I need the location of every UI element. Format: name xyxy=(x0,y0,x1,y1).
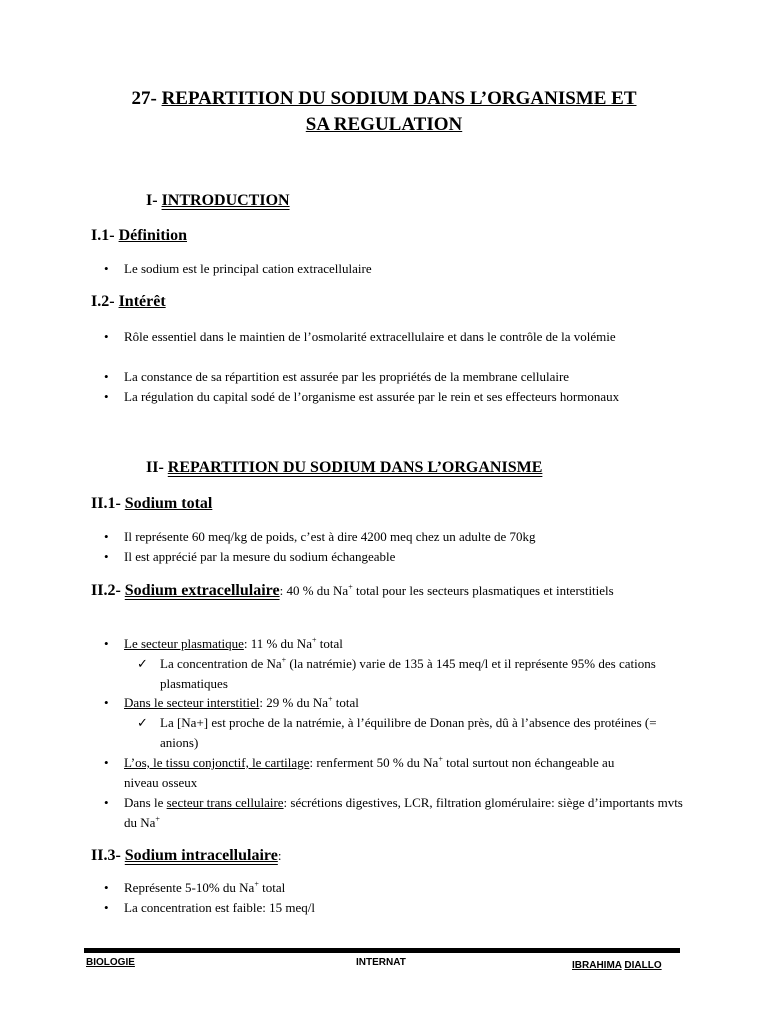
list-item: Il représente 60 meq/kg de poids, c’est à dire 4200 meq chez un adulte de 70kg xyxy=(124,529,536,544)
bullet-icon: • xyxy=(104,329,109,344)
document-title xyxy=(80,86,688,138)
superscript: + xyxy=(254,879,259,889)
list-item: Rôle essentiel dans le maintien de l’osmolarité extracellulaire et dans le contrôle de la volémie xyxy=(124,329,616,344)
subsection-2-3-number: II.3- xyxy=(91,847,125,864)
check-item xyxy=(160,654,660,694)
list-item xyxy=(124,693,684,713)
subsection-2-2-paragraph xyxy=(91,581,651,601)
subsection-2-2-heading xyxy=(91,582,280,599)
list-item-prefix: Dans le xyxy=(124,795,167,810)
subsection-2-2-title: Sodium extracellulaire xyxy=(124,582,280,599)
superscript: + xyxy=(155,814,160,824)
bullet-icon: • xyxy=(104,529,109,544)
check-icon: ✓ xyxy=(137,656,148,671)
list-item-label: L’os, le tissu conjonctif, le cartilage xyxy=(124,755,310,770)
subsection-1-1-heading xyxy=(91,226,187,246)
subsection-2-2-number: II.2- xyxy=(91,582,125,599)
subsection-2-1-heading xyxy=(91,494,212,514)
subsection-2-2-intro: : 40 % du Na xyxy=(279,583,349,598)
subsection-2-3-heading xyxy=(91,846,281,866)
check-item: La [Na+] est proche de la natrémie, à l’équilibre de Donan près, dû à l’absence des protéines (= anions) xyxy=(160,715,657,750)
footer-divider xyxy=(84,948,680,953)
footer-left-label: BIOLOGIE xyxy=(86,957,135,968)
superscript: + xyxy=(311,635,317,645)
section-2-title: REPARTITION DU SODIUM DANS L’ORGANISME xyxy=(167,459,543,476)
list-item-text: : sécrétions digestives, LCR, filtration glomérulaire: siège d’importants mvts du Na xyxy=(124,795,683,830)
subsection-2-1-title: Sodium total xyxy=(124,495,213,512)
list-item: La concentration est faible: 15 meq/l xyxy=(124,900,315,915)
list-item: Le sodium est le principal cation extracellulaire xyxy=(124,261,372,276)
list-item: La régulation du capital sodé de l’organisme est assurée par le rein et ses effecteurs hormonaux xyxy=(124,389,620,404)
bullet-icon: • xyxy=(104,389,109,404)
footer-author-last: DIALLO xyxy=(624,960,662,971)
list-item-text: : 11 % du Na xyxy=(243,636,312,651)
subsection-2-2-intro-end: total pour les secteurs plasmatiques et interstitiels xyxy=(352,583,614,598)
footer-author-first: IBRAHIMA xyxy=(572,960,622,971)
section-1-title: INTRODUCTION xyxy=(161,192,290,209)
list-item-text-end: total surtout non échangeable au niveau osseux xyxy=(124,755,615,790)
subsection-2-3-colon: : xyxy=(277,848,282,863)
list-item xyxy=(124,878,684,898)
superscript: + xyxy=(438,754,443,764)
bullet-icon: • xyxy=(104,880,109,895)
list-item-text-end: total xyxy=(258,880,286,895)
section-2-number: II- xyxy=(146,459,168,476)
bullet-icon: • xyxy=(104,261,109,276)
superscript: + xyxy=(327,694,333,704)
list-item-text: : 29 % du Na xyxy=(259,695,328,710)
superscript: + xyxy=(281,655,287,665)
list-item: Il est apprécié par la mesure du sodium échangeable xyxy=(124,549,396,564)
subsection-1-2-title: Intérêt xyxy=(118,293,166,310)
footer-author xyxy=(572,960,662,972)
section-1-number: I- xyxy=(146,192,162,209)
list-item xyxy=(124,634,684,654)
list-item-text: Représente 5-10% du Na xyxy=(124,880,255,895)
superscript: + xyxy=(348,582,353,592)
section-1-heading xyxy=(146,191,290,211)
title-line-1: REPARTITION DU SODIUM DANS L’ORGANISME ET xyxy=(161,88,637,109)
bullet-icon: • xyxy=(104,695,109,710)
check-item-text: La concentration de Na xyxy=(160,656,282,671)
bullet-icon: • xyxy=(104,549,109,564)
bullet-icon: • xyxy=(104,900,109,915)
list-item-label: Le secteur plasmatique xyxy=(124,636,244,651)
bullet-icon: • xyxy=(104,636,109,651)
list-item: La constance de sa répartition est assurée par les propriétés de la membrane cellulaire xyxy=(124,369,570,384)
list-item-text-end: total xyxy=(316,636,343,651)
bullet-icon: • xyxy=(104,755,109,770)
bullet-icon: • xyxy=(104,369,109,384)
title-line-2: SA REGULATION xyxy=(305,114,463,135)
bullet-icon: • xyxy=(104,795,109,810)
subsection-1-2-number: I.2- xyxy=(91,293,119,310)
subsection-1-1-number: I.1- xyxy=(91,227,119,244)
subsection-1-1-title: Définition xyxy=(118,227,188,244)
check-item-text-end: (la natrémie) varie de 135 à 145 meq/l et il représente 95% des cations plasmatiques xyxy=(160,656,656,691)
check-icon: ✓ xyxy=(137,715,148,730)
list-item-label: Dans le secteur interstitiel xyxy=(124,695,260,710)
section-2-heading xyxy=(146,458,542,478)
subsection-2-3-title: Sodium intracellulaire xyxy=(124,847,278,864)
subsection-1-2-heading xyxy=(91,292,166,312)
list-item xyxy=(124,753,624,793)
list-item-text: : renferment 50 % du Na xyxy=(309,755,439,770)
subsection-2-1-number: II.1- xyxy=(91,495,125,512)
list-item xyxy=(124,793,684,833)
list-item-text-end: total xyxy=(332,695,359,710)
title-number: 27- xyxy=(131,88,162,109)
footer-center-label: INTERNAT xyxy=(356,957,406,968)
list-item-label: secteur trans cellulaire xyxy=(166,795,284,810)
